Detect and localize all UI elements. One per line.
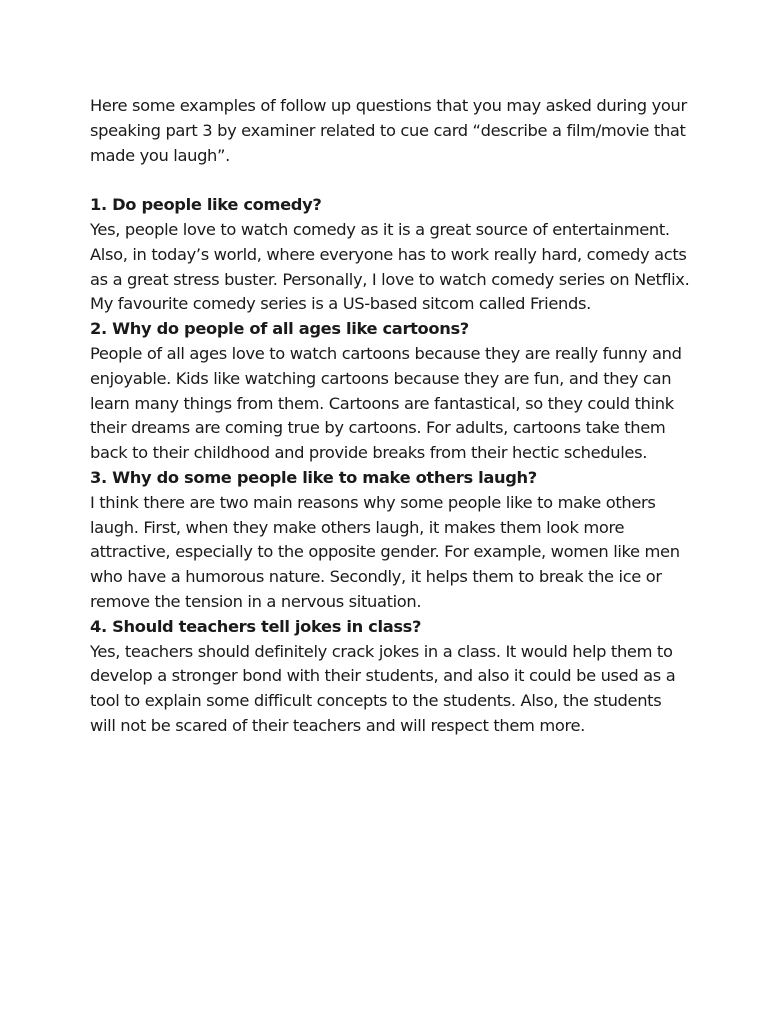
question-heading: 1. Do people like comedy?: [90, 195, 322, 215]
answer-paragraph: People of all ages love to watch cartoons because they are really funny and enjoyable. Kids like watching cartoons because they are fun, and they can learn many things from them. Cartoons are fantastical, so they could think their dreams are coming true by cartoons. For adults, cartoons take them back to their childhood and provide breaks from their hectic schedules.: [90, 343, 682, 463]
question-heading: 2. Why do people of all ages like cartoons?: [90, 319, 469, 339]
document-page: [90, 94, 690, 739]
answer-paragraph: Yes, teachers should definitely crack jokes in a class. It would help them to develop a stronger bond with their students, and also it could be used as a tool to explain some difficult concepts to the students. Also, the students will not be scared of their teachers and will respect them more.: [90, 641, 676, 735]
question-heading: 4. Should teachers tell jokes in class?: [90, 616, 422, 636]
question-block-3: [90, 466, 690, 615]
question-block-4: [90, 615, 690, 739]
intro-paragraph: Here some examples of follow up questions that you may asked during your speaking part 3 by examiner related to cue card “describe a film/movie that made you laugh”.: [90, 96, 687, 165]
answer-paragraph: I think there are two main reasons why some people like to make others laugh. First, when they make others laugh, it makes them look more attractive, especially to the opposite gender. For example, women like men who have a humorous nature. Secondly, it helps them to break the ice or remove the tension in a nervous situation.: [90, 492, 680, 611]
question-heading: 3. Why do some people like to make others laugh?: [90, 467, 537, 487]
answer-paragraph: Yes, people love to watch comedy as it is a great source of entertainment. Also, in today’s world, where everyone has to work really hard, comedy acts as a great stress buster. Personally, I love to watch comedy series on Netflix. My favourite comedy series is a US-based sitcom called Friends.: [90, 219, 690, 314]
question-block-2: [90, 317, 690, 466]
question-block-1: [90, 193, 690, 317]
